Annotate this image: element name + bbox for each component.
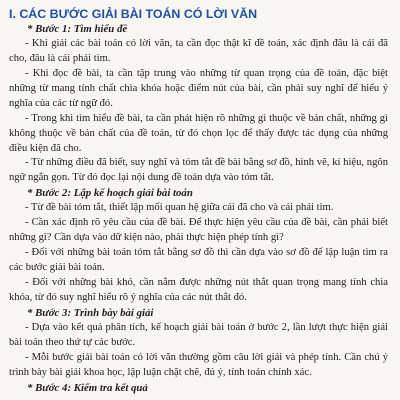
paragraph: - Dựa vào kết quả phân tích, kế hoạch giải bài toán ở bước 2, lần lượt thực hiện giải bài toán theo thứ tự các bước. [9,322,388,348]
paragraph: - Cần xác định rõ yêu cầu của đề bài. Để thực hiện yêu cầu của đề bài, cần phải biết những gì? Cần dựa vào dữ kiện nào, phải thực hiện phép tính gì? [9,217,388,244]
step-4-title: * Bước 4: Kiểm tra kết quả [27,381,148,394]
paragraph: - Mỗi bước giải bài toán có lời văn thường gồm câu lời giải và phép tính. Cần chú ý trình bày bài giải khoa học, lập luận chặt chẽ, đủ ý, tính toán chính xác. [9,351,388,378]
paragraph: - Khi giải các bài toán có lời văn, ta cần đọc thật kĩ đề toán, xác định đâu là cái đã cho, đâu là cái phải tìm. [9,38,388,65]
paragraph: - Đối với những bài toán tóm tắt bằng sơ đồ thì cần dựa vào sơ đồ để lập luận tìm ra các bước giải bài toán. [9,247,388,274]
paragraph: - Từ đề bài tóm tắt, thiết lập mối quan hệ giữa cái đã cho và cái phải tìm. [25,202,334,214]
step-3-title: * Bước 3: Trình bày bài giải [27,306,154,319]
paragraph: - Trong khi tìm hiểu đề bài, ta cần phát hiện rõ những gì thuộc về bản chất, những gì không thuộc về bản chất của đề toán, từ đó chọn lọc để thấy được tác dụng của những điều kiện đã cho. [9,112,388,154]
step-1-title: * Bước 1: Tìm hiểu đề [27,23,128,35]
paragraph: - Đối với những bài khó, cần nắm được những nút thắt quan trọng mang tính chìa khóa, từ đó suy nghĩ hiểu rõ ý nghĩa của các nút thắt đó. [9,277,388,303]
paragraph: - Từ những điều đã biết, suy nghĩ và tóm tắt đề bài bằng sơ đồ, hình vẽ, kí hiệu, ngôn ngữ ngắn gọn. Từ đó đọc lại nội dung đề toán dựa vào tóm tắt. [9,157,388,184]
paragraph: - Khi đọc đề bài, ta cần tập trung vào những từ quan trọng của đề toán, đặc biệt những từ mang tính chất chìa khóa hoặc điểm nút của bài, cần phải suy nghĩ để hiểu ý nghĩa của các từ ngữ đó. [9,68,388,109]
step-2-title: * Bước 2: Lập kế hoạch giải bài toán [27,187,193,200]
section-heading: I. CÁC BƯỚC GIẢI BÀI TOÁN CÓ LỜI VĂN [9,7,258,21]
